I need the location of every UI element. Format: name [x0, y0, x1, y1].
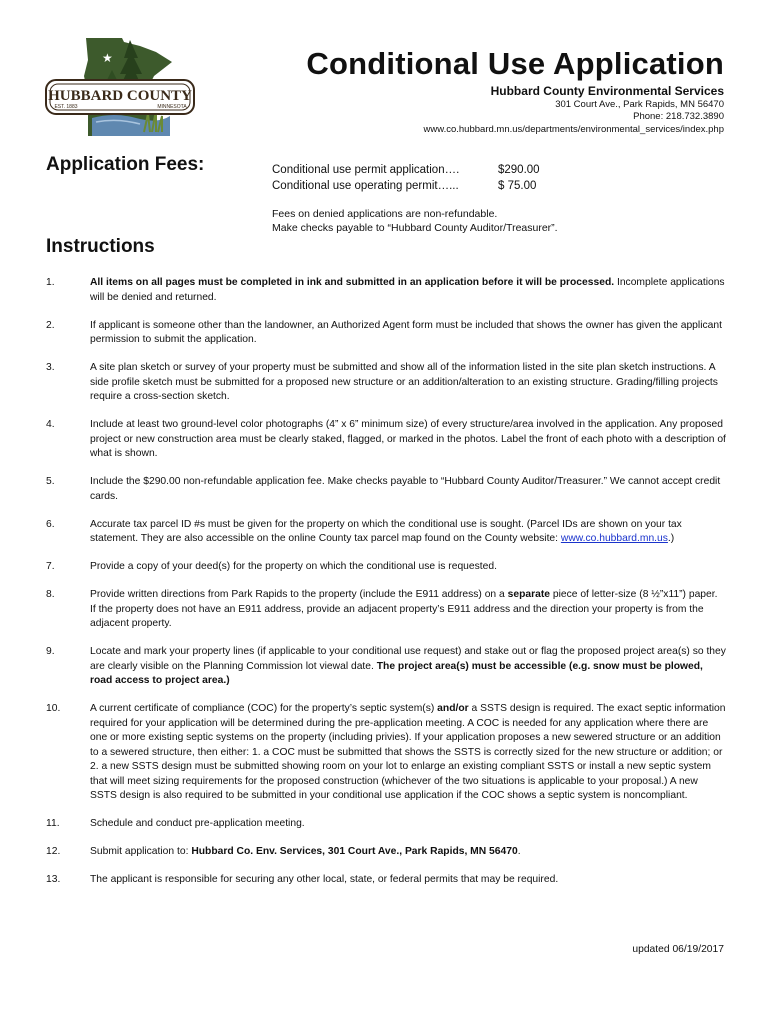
instruction-text: [90, 873, 726, 888]
hubbard-county-logo: [44, 36, 196, 140]
county-website-link[interactable]: www.co.hubbard.mn.us: [560, 533, 668, 544]
instruction-number: 1.: [46, 277, 55, 288]
instruction-text: [90, 560, 726, 575]
instruction-text: [90, 518, 726, 547]
instruction-item: [46, 276, 726, 305]
instruction-text-run: Hubbard Co. Env. Services, 301 Court Ave., Park Rapids, MN 56470: [191, 846, 518, 857]
instruction-number: 9.: [46, 646, 55, 657]
instruction-item: [46, 702, 726, 804]
instructions-list: [46, 276, 726, 901]
org-url: www.co.hubbard.mn.us/departments/environmental_services/index.php: [423, 124, 724, 135]
instruction-item: [46, 319, 726, 348]
logo-name: HUBBARD COUNTY: [48, 88, 192, 104]
instruction-number: 2.: [46, 319, 55, 331]
org-name: Hubbard County Environmental Services: [490, 84, 724, 98]
instruction-text: [90, 702, 726, 804]
instruction-text-run: If applicant is someone other than the landowner, an Authorized Agent form must be included that shows the owner has given the applicant permission to submit the application.: [90, 319, 722, 345]
instruction-text-run: separate: [507, 589, 550, 600]
instruction-text-run: piece of letter-size (8 ½”x11”) paper. If the property does not have an E911 address, provide an adjacent property’s E911 address and the direction your property is from the adjacent property.: [90, 589, 718, 629]
instruction-item: [46, 645, 726, 689]
instruction-text-run: Provide written directions from Park Rapids to the property (include the E911 address) on a: [90, 589, 508, 600]
instruction-number: 3.: [46, 362, 55, 373]
instruction-text-run: A current certificate of compliance (COC) for the property’s septic system(s): [90, 703, 438, 714]
svg-text:★: ★: [102, 51, 113, 65]
instruction-text: [90, 418, 726, 462]
instruction-number: 5.: [46, 476, 55, 487]
instruction-text-run: Schedule and conduct pre-application meeting.: [90, 818, 305, 829]
instruction-number: 8.: [46, 589, 55, 600]
instruction-item: [46, 588, 726, 632]
fee-label-operating: Conditional use operating permit…...: [272, 180, 459, 192]
instruction-text-run: The applicant is responsible for securing any other local, state, or federal permits that may be required.: [90, 874, 559, 885]
updated-date: updated 06/19/2017: [632, 944, 724, 955]
instruction-text-run: Include the $290.00 non-refundable application fee. Make checks payable to “Hubbard County Auditor/Treasurer.” We cannot accept credit cards.: [90, 476, 721, 502]
page-title: Conditional Use Application: [306, 46, 724, 81]
logo-est: EST. 1883: [54, 104, 78, 110]
instruction-text: [90, 588, 726, 632]
instruction-number: 11.: [46, 818, 60, 829]
fee-note-refund: Fees on denied applications are non-refundable.: [272, 208, 498, 220]
instruction-item: [46, 560, 726, 575]
instruction-text-run: a SSTS design is required. The exact septic information required for your application will be determined during the pre-application meeting. A COC is needed for any application where there are one or more existing septic systems on the property (including privies). If your application proposes a new sewered structure or an addition to a sewered structure, then either: 1. a COC must be submitted that shows the SSTS is correctly sized for the new structure or addition; or 2. a new SSTS design must be submitted showing room on your lot to enlarge an existing compliant SSTS or install a new septic system that will meet sizing requirements for the proposed construction (whichever of the two situations is applicable to your proposal.) A new SSTS design is also required to be submitted in your conditional use application if the COC shows a septic system is noncompliant.: [90, 703, 726, 801]
instruction-number: 7.: [46, 561, 55, 572]
instruction-text-run: The project area(s) must be accessible (e.g. snow must be plowed, road access to project area.): [90, 660, 703, 686]
fee-label-permit: Conditional use permit application….: [272, 164, 460, 176]
instruction-text-run: Include at least two ground-level color photographs (4” x 6” minimum size) of every structure/area involved in the application. Any proposed project or new construction area must be clearly staked, flagged, or marked in the photos. Label the front of each photo with a description of what is shown.: [90, 419, 726, 459]
instruction-text: [90, 817, 726, 832]
org-address: 301 Court Ave., Park Rapids, MN 56470: [555, 99, 724, 110]
instruction-text-run: and/or: [437, 703, 469, 714]
org-phone: Phone: 218.732.3890: [633, 111, 724, 122]
instruction-text: [90, 276, 726, 305]
instruction-text: [90, 319, 726, 348]
fee-note-checks: Make checks payable to “Hubbard County Auditor/Treasurer”.: [272, 222, 558, 234]
instruction-text: [90, 475, 726, 504]
instruction-number: 12.: [46, 846, 61, 857]
logo-state: MINNESOTA: [157, 104, 187, 110]
fee-amount-permit: $290.00: [498, 164, 540, 176]
instruction-number: 6.: [46, 518, 55, 530]
instruction-item: [46, 518, 726, 547]
instruction-text-run: All items on all pages must be completed in ink and submitted in an application before it will be processed.: [90, 277, 615, 288]
instruction-text-run: .: [517, 846, 521, 857]
instruction-number: 13.: [46, 874, 61, 885]
instruction-item: [46, 873, 726, 888]
fees-heading: Application Fees:: [46, 154, 205, 175]
instruction-text-run: A site plan sketch or survey of your property must be submitted and show all of the information listed in the site plan sketch instructions. A side profile sketch must be submitted for a proposed new structure or an addition/alteration to an existing structure. Grading/filling projects require a cross-section sketch.: [90, 362, 718, 402]
fee-amount-operating: $ 75.00: [498, 180, 537, 192]
instruction-text: [90, 361, 726, 405]
instruction-text-run: .): [667, 533, 675, 544]
instruction-item: [46, 361, 726, 405]
instruction-item: [46, 475, 726, 504]
instruction-text-run: Locate and mark your property lines (if applicable to your conditional use request) and stake out or flag the proposed project area(s) so they are clearly visible on the Planning Commission lot viewal date.: [90, 646, 726, 672]
instruction-text: [90, 645, 726, 689]
instruction-number: 10.: [46, 703, 61, 714]
instruction-item: [46, 418, 726, 462]
instruction-item: [46, 845, 726, 860]
instruction-item: [46, 817, 726, 832]
instruction-text: [90, 845, 726, 860]
instructions-heading: Instructions: [46, 236, 155, 257]
instruction-text-run: Submit application to:: [90, 846, 192, 857]
instruction-text-run: Provide a copy of your deed(s) for the property on which the conditional use is requested.: [90, 561, 497, 572]
instruction-text-run: Incomplete applications will be denied and returned.: [90, 277, 725, 303]
instruction-text-run: Accurate tax parcel ID #s must be given for the property on which the conditional use is sought. (Parcel IDs are shown on your tax statement. They are also accessible on the online County tax parcel map found on the County website:: [90, 518, 682, 544]
instruction-number: 4.: [46, 419, 55, 430]
